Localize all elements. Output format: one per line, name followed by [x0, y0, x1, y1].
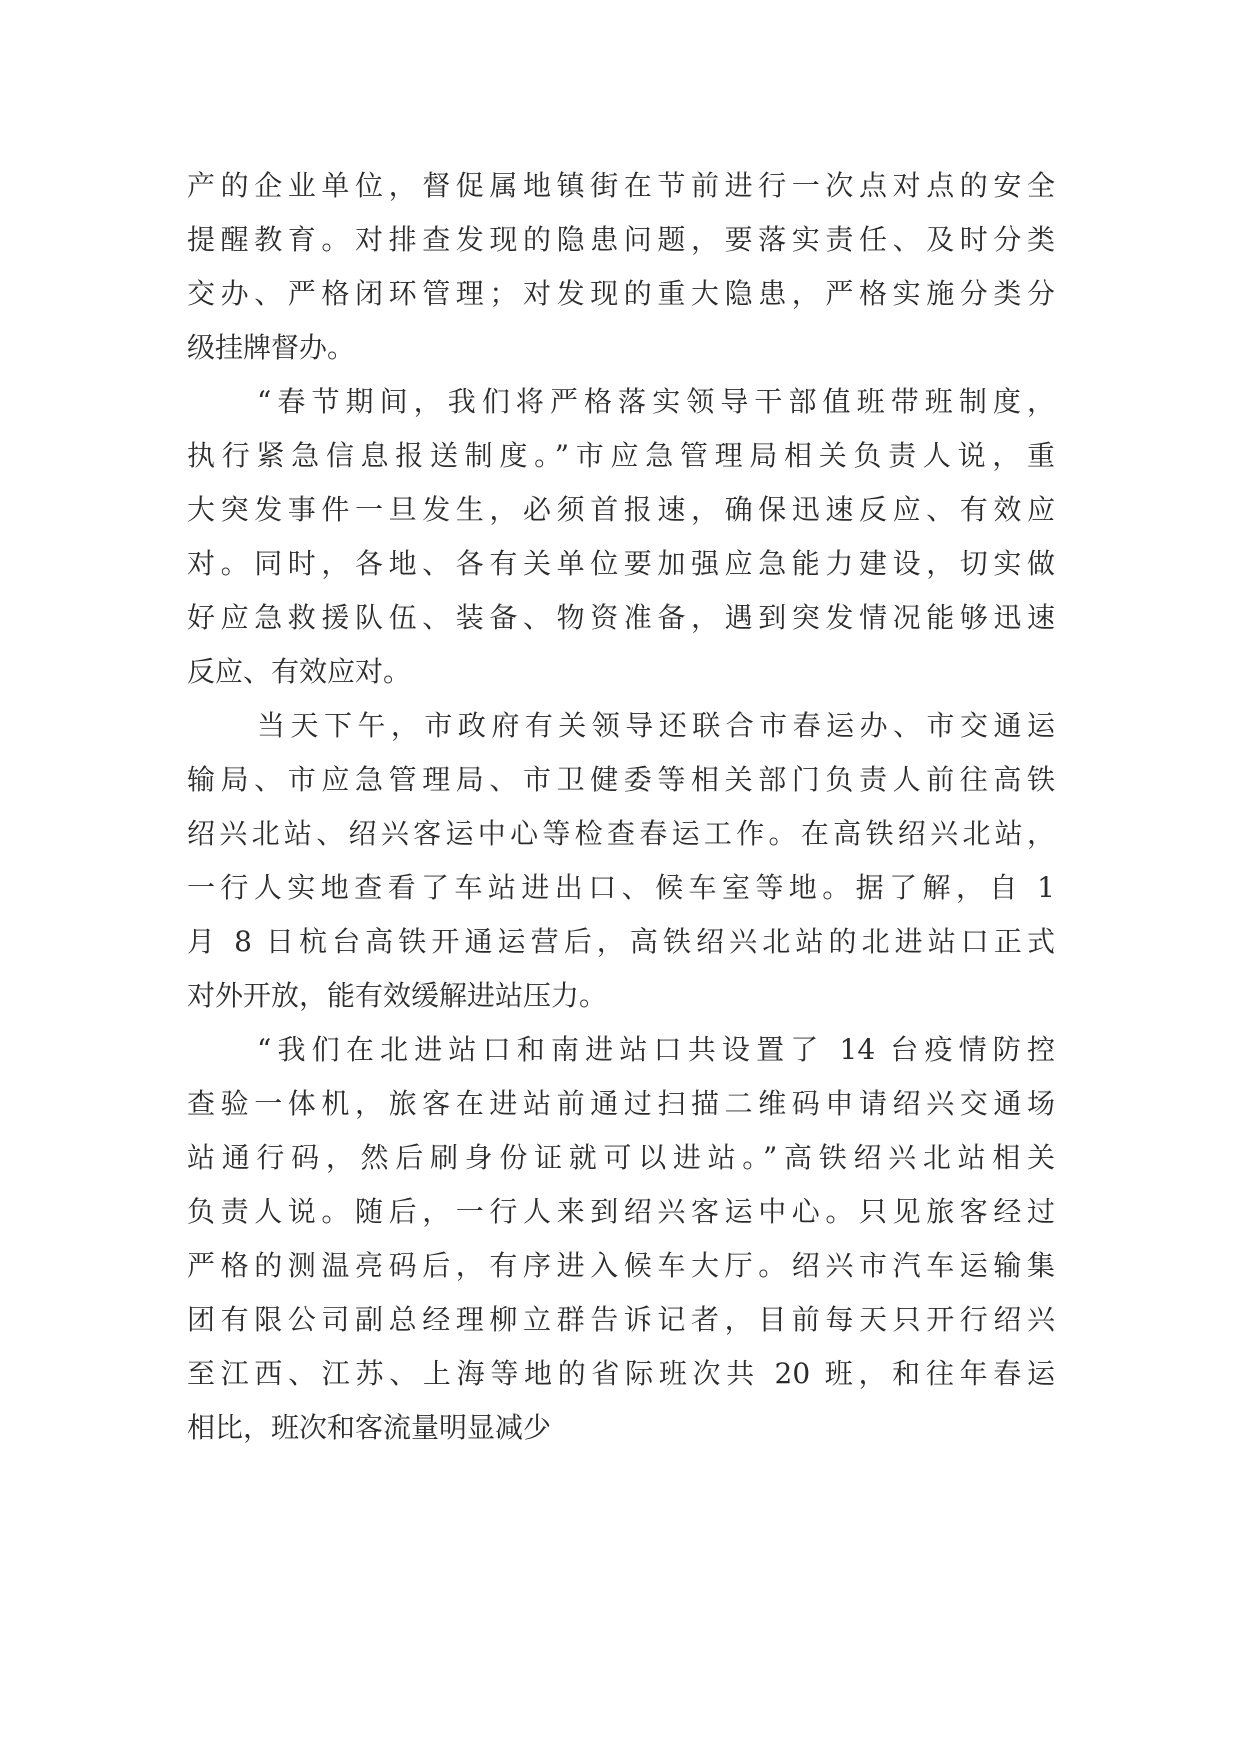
paragraph-first-line: 当天下午，市政府有关领导还联合市春运办、市交通运 [257, 709, 1055, 742]
text-line: 负责人说。随后，一行人来到绍兴客运中心。只见旅客经过 [187, 1195, 1055, 1228]
text-line: 好应急救援队伍、装备、物资准备，遇到突发情况能够迅速 [187, 601, 1055, 634]
text-line: 执行紧急信息报送制度。”市应急管理局相关负责人说，重 [187, 439, 1055, 472]
text-line: 一行人实地查看了车站进出口、候车室等地。据了解，自 1 [187, 871, 1055, 904]
text-line: 大突发事件一旦发生，必须首报速，确保迅速反应、有效应 [187, 493, 1055, 526]
text-line: 月 8 日杭台高铁开通运营后，高铁绍兴北站的北进站口正式 [187, 925, 1055, 958]
text-line: 产的企业单位，督促属地镇街在节前进行一次点对点的安全 [187, 169, 1055, 202]
text-line: 对。同时，各地、各有关单位要加强应急能力建设，切实做 [187, 547, 1055, 580]
text-line: 绍兴北站、绍兴客运中心等检查春运工作。在高铁绍兴北站， [187, 817, 1055, 850]
text-line: 反应、有效应对。 [187, 655, 412, 688]
text-line: 团有限公司副总经理柳立群告诉记者，目前每天只开行绍兴 [187, 1303, 1055, 1336]
paragraph-first-line: “我们在北进站口和南进站口共设置了 14 台疫情防控 [257, 1033, 1055, 1066]
text-line: 站通行码，然后刷身份证就可以进站。”高铁绍兴北站相关 [187, 1141, 1055, 1174]
text-line: 至江西、江苏、上海等地的省际班次共 20 班，和往年春运 [187, 1357, 1055, 1390]
text-line: 输局、市应急管理局、市卫健委等相关部门负责人前往高铁 [187, 763, 1055, 796]
text-line: 级挂牌督办。 [187, 331, 356, 364]
paragraph-first-line: “春节期间，我们将严格落实领导干部值班带班制度， [257, 385, 1055, 418]
text-line: 严格的测温亮码后，有序进入候车大厅。绍兴市汽车运输集 [187, 1249, 1055, 1282]
text-line: 对外开放，能有效缓解进站压力。 [187, 979, 608, 1012]
text-line: 相比，班次和客流量明显减少 [187, 1411, 552, 1444]
text-line: 查验一体机，旅客在进站前通过扫描二维码申请绍兴交通场 [187, 1087, 1055, 1120]
text-line: 交办、严格闭环管理；对发现的重大隐患，严格实施分类分 [187, 277, 1055, 310]
text-line: 提醒教育。对排查发现的隐患问题，要落实责任、及时分类 [187, 223, 1055, 256]
